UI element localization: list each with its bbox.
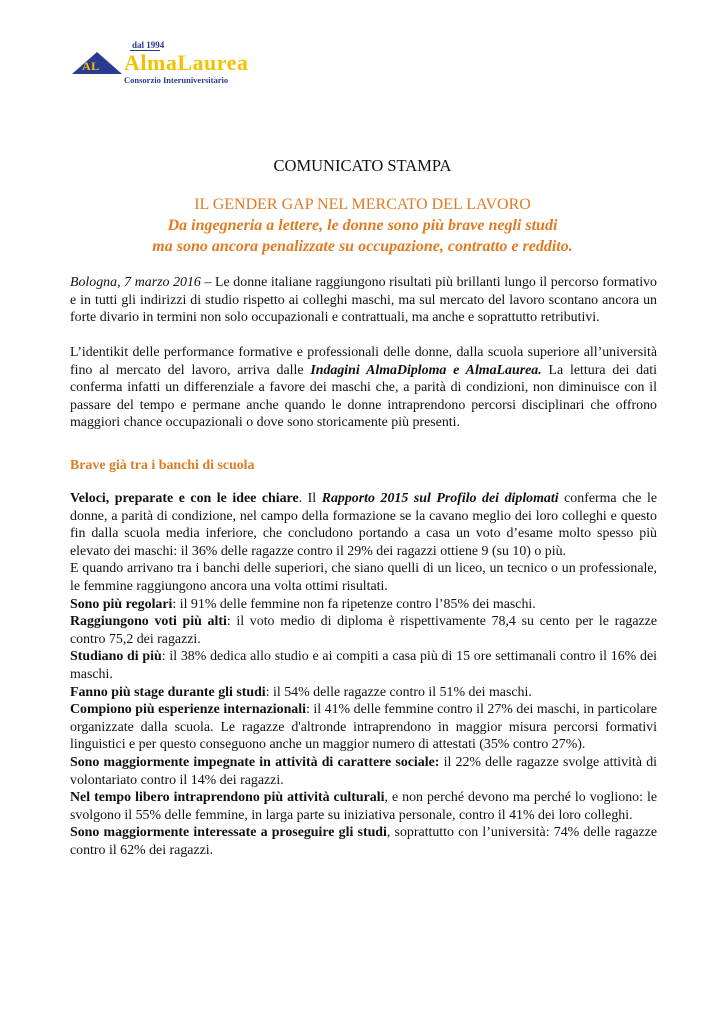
list-item (70, 613, 657, 648)
item-text: : il 38% dedica allo studio e ai compiti a casa più di 15 ore settimanali contro il 16% dei maschi. (70, 649, 657, 682)
item-text: , e non perché devono ma perché lo vogliono: le svolgono il 55% delle femmine, in larga parte su iniziativa personale, contro il 41% dei loro colleghi. (70, 790, 657, 823)
logo-name: AlmaLaurea (124, 50, 249, 75)
page-subtitle-line-2: ma sono ancora penalizzate su occupazione, contratto e reddito. (152, 238, 573, 255)
page-subtitle-line-1: Da ingegneria a lettere, le donne sono più brave negli studi (167, 217, 558, 234)
page-title: IL GENDER GAP NEL MERCATO DEL LAVORO (194, 196, 531, 213)
item-bold: Fanno più stage durante gli studi (70, 684, 266, 700)
intro-text: – Le donne italiane raggiungono risultati più brillanti lungo il percorso formativo e in tutti gli indirizzi di studio rispetto ai colleghi maschi, ma sul mercato del lavoro scontano ancora un forte divario in termini non solo occupazionali e contrattuali, ma anche e soprattutto retributivi. (70, 275, 658, 326)
identikit-paragraph (70, 344, 657, 432)
list-item (70, 648, 657, 683)
item-text: , soprattutto con l’università: 74% delle ragazze contro il 62% dei ragazzi. (70, 825, 657, 858)
list-item (70, 684, 657, 702)
almalaurea-logo (72, 38, 322, 88)
item-bold: Sono più regolari (70, 596, 173, 612)
list-item (70, 789, 657, 824)
list-item (70, 754, 657, 789)
lead-mid: . Il (298, 491, 322, 506)
identikit-text-end: La lettura dei dati conferma infatti un differenziale a favore dei maschi che, a parità di condizioni, non diminuisce con il passare del tempo e permane anche quando le donne intraprendono percorsi disciplinari che offrono maggiori chance occupazionali o dove sono storicamente più presenti. (70, 362, 658, 431)
item-bold: Studiano di più (70, 649, 162, 665)
dateline: Bologna, 7 marzo 2016 (70, 275, 201, 290)
item-text: : il 91% delle femmine non fa ripetenze contro l’85% dei maschi. (172, 596, 536, 612)
list-item (70, 824, 657, 859)
item-text: : il voto medio di diploma è rispettivamente 78,4 su cento per le ragazze contro 75,2 dei ragazzi. (70, 614, 657, 647)
intro-paragraph (70, 274, 657, 327)
lead-paragraph-2: E quando arrivano tra i banchi delle superiori, che siano quelli di un liceo, un tecnico o un professionale, le femmine raggiungono ancora una volta ottimi risultati. (70, 561, 657, 594)
logo-subtitle: Consorzio Interuniversitario (124, 75, 229, 85)
item-bold: Sono maggiormente impegnate in attività di carattere sociale: (70, 754, 440, 770)
item-bold: Sono maggiormente interessate a proseguire gli studi (70, 825, 387, 841)
section-body (70, 490, 657, 859)
logo-since: dal 1994 (132, 40, 165, 50)
item-bold: Raggiungono voti più alti (70, 614, 227, 630)
item-bold: Nel tempo libero intraprendono più attività culturali (70, 790, 385, 806)
section-heading: Brave già tra i banchi di scuola (70, 458, 255, 473)
item-bold: Compiono più esperienze internazionali (70, 702, 306, 718)
item-text: il 22% delle ragazze svolge attività di volontariato contro il 14% dei ragazzi. (70, 754, 658, 788)
list-item (70, 596, 657, 614)
list-item (70, 701, 657, 754)
item-text: : il 54% delle ragazze contro il 51% dei maschi. (265, 684, 532, 700)
press-release-label: COMUNICATO STAMPA (273, 156, 452, 175)
identikit-text-start: L’identikit delle performance formative e professionali delle donne, dalla scuola superiore all’università fino al mercato del lavoro, arriva dalle (70, 345, 657, 378)
lead-rest: conferma che le donne, a parità di condizione, nel campo della formazione se la cavano meglio dei loro colleghi e questo fin dalla scuola media inferiore, che concludono portando a casa un voto d’esame molto spesso più elevato dei maschi: il 36% delle ragazze contro il 29% dei ragazzi ottiene 9 (su 10) o più. (70, 491, 657, 559)
item-text: : il 41% delle femmine contro il 27% dei maschi, in particolare organizzate dalla scuola. Le ragazze d'altronde intraprendono in maggior misura percorsi formativi linguistici e per questo conseguono anche un maggior numero di attestati (35% contro 27%). (70, 702, 657, 753)
lead-bold: Veloci, preparate e con le idee chiare (70, 491, 299, 506)
logo-mark: AL (82, 59, 100, 73)
report-title: Rapporto 2015 sul Profilo dei diplomati (321, 491, 559, 506)
survey-source: Indagini AlmaDiploma e AlmaLaurea. (310, 362, 542, 378)
lead-paragraph (70, 490, 657, 560)
